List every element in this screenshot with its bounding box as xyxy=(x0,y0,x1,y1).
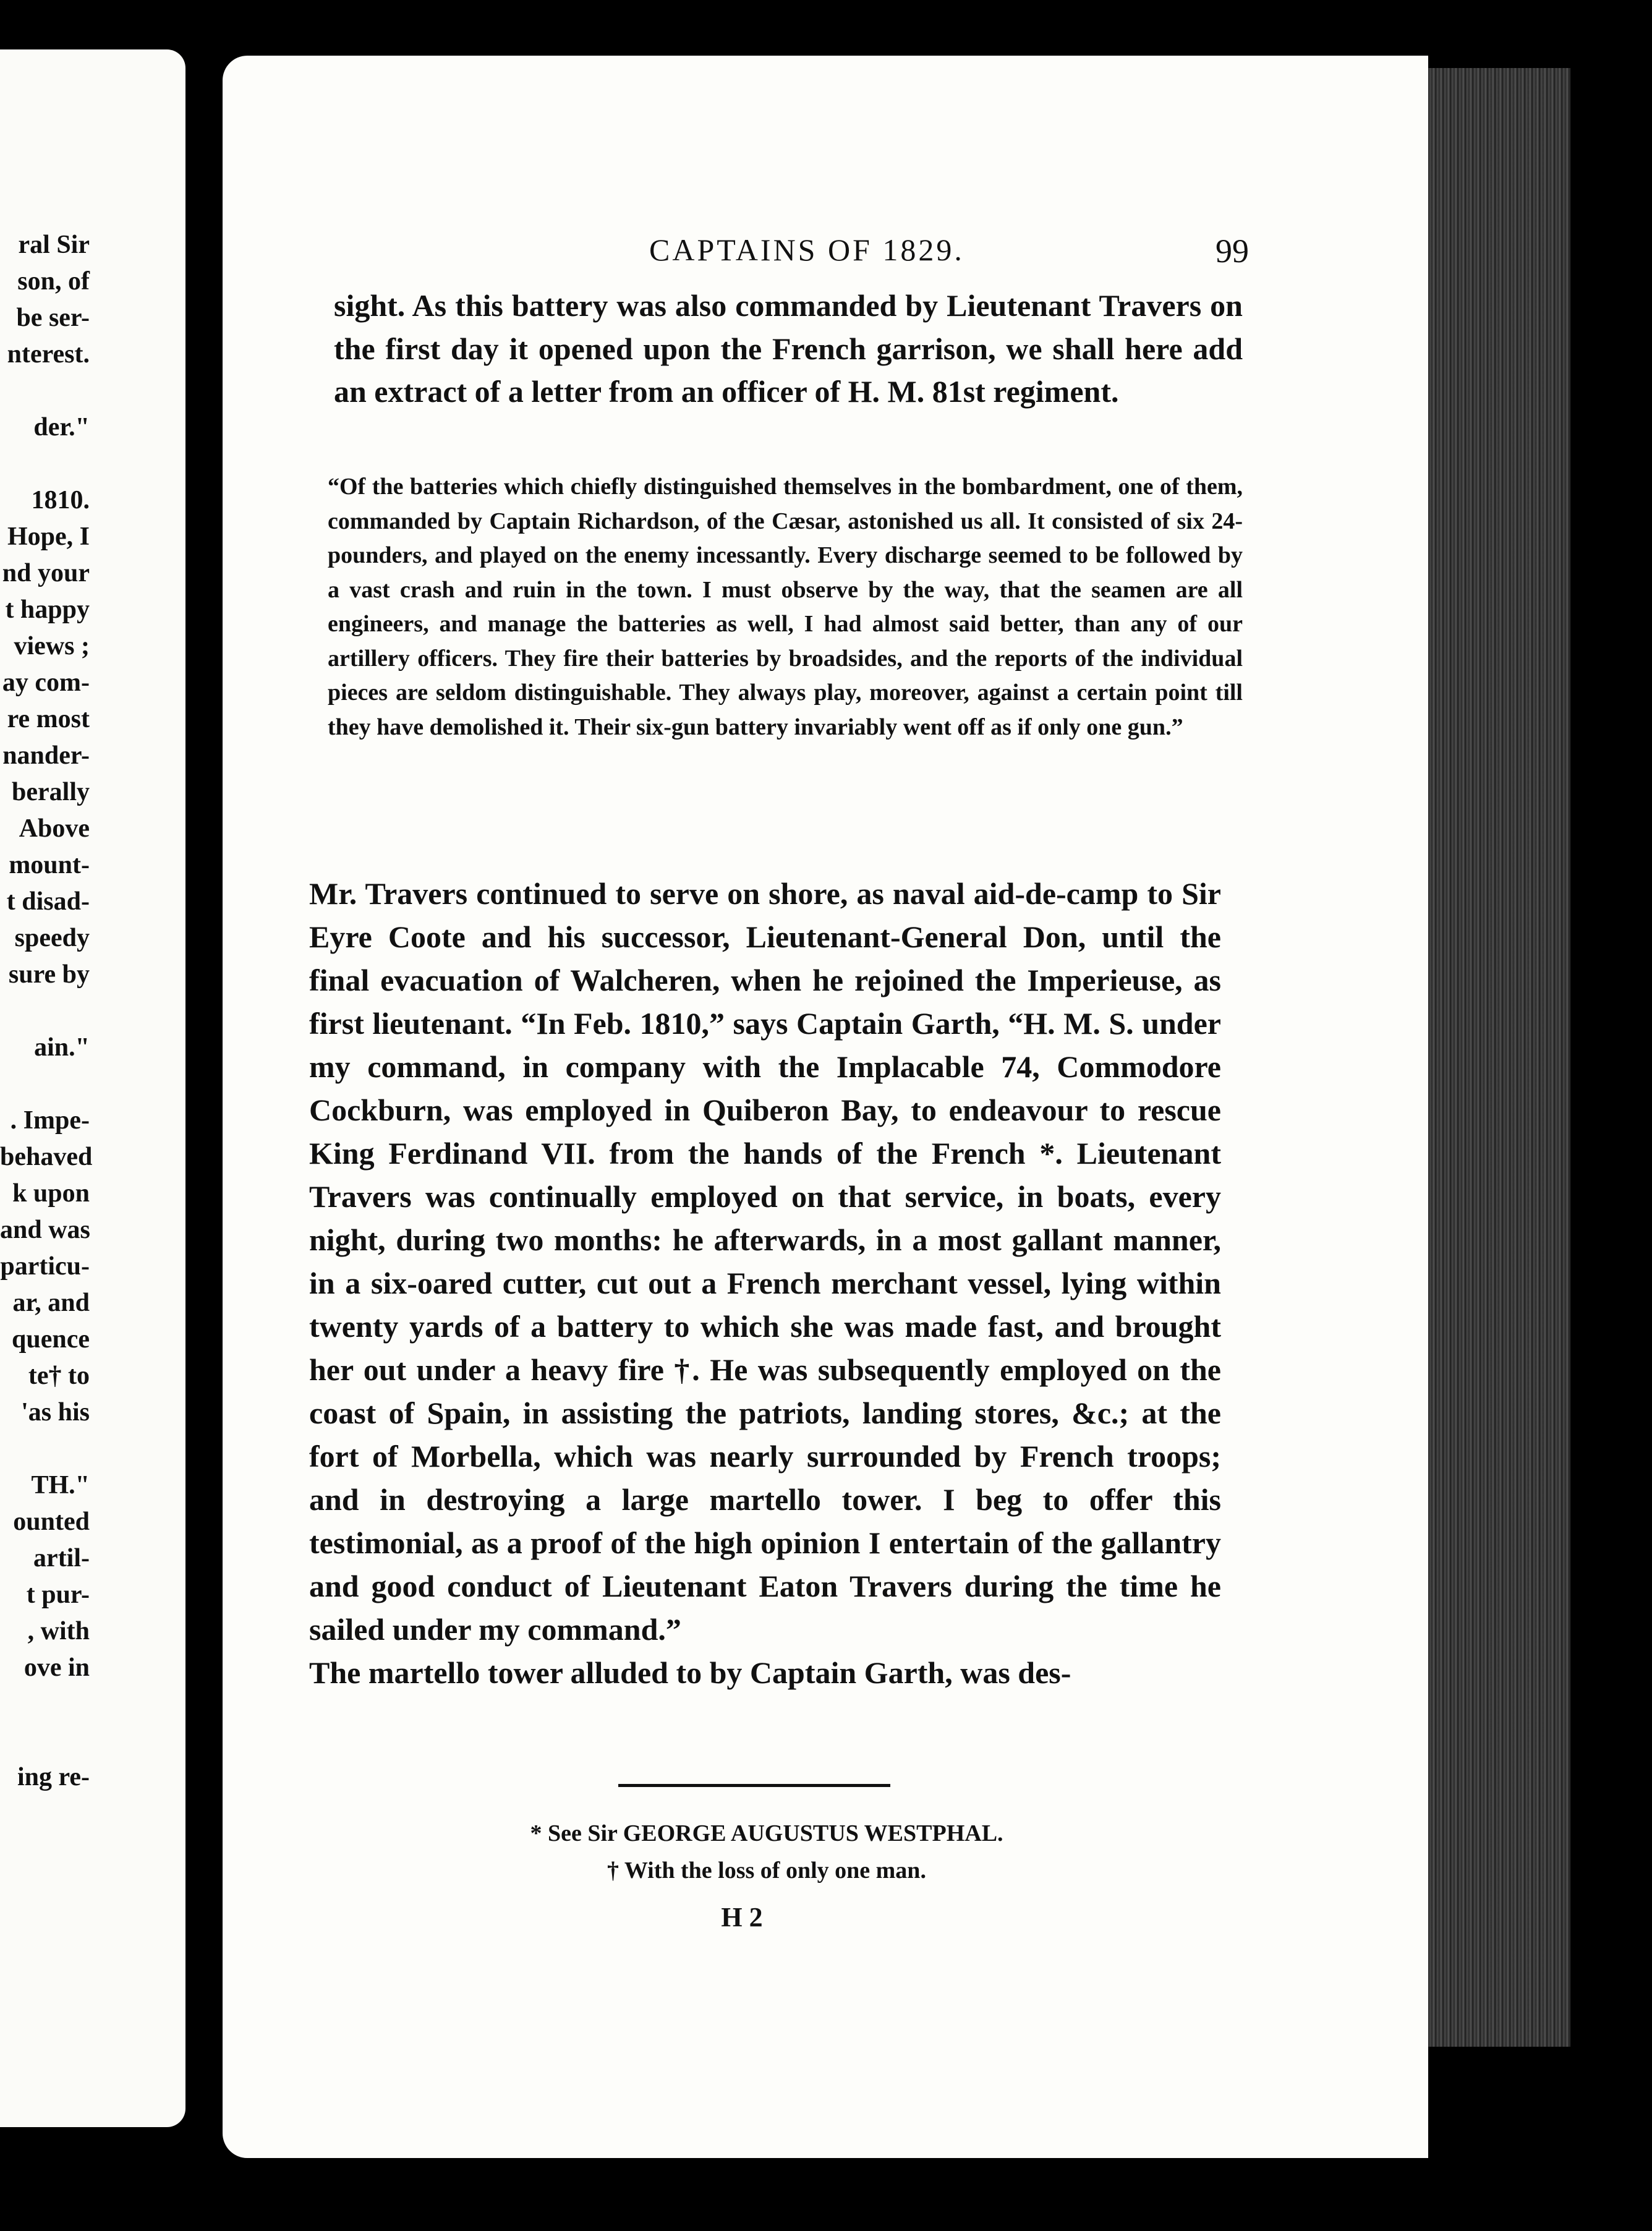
facing-page-line: nander- xyxy=(2,741,90,770)
footnote-2: † With the loss of only one man. xyxy=(607,1858,926,1883)
facing-page-line: Hope, I xyxy=(7,523,90,551)
facing-page-line: quence xyxy=(12,1325,90,1354)
book-gutter xyxy=(185,0,223,2231)
facing-page-line: ay com- xyxy=(2,668,90,697)
facing-page-line: re most xyxy=(7,705,90,733)
paragraph-main-text: Mr. Travers continued to serve on shore, as naval aid-de-camp to Sir Eyre Coote and his successor, Lieutenant-General Don, until the final evacuation of Walcheren, when he rejoined the Imperieuse, as first lieutenant. “In Feb. 1810,” says Captain Garth, “H. M. S. under my command, in company with the Implacable 74, Commodore Cockburn, was employed in Quiberon Bay, to endeavour to rescue King Ferdinand VII. from the hands of the French *. Lieutenant Travers was continually employed on that service, in boats, every night, during two months: he afterwards, in a most gallant manner, in a six-oared cutter, cut out a French merchant vessel, lying within twenty yards of a battery to which she was made fast, and brought her out under a heavy fire †. He was subsequently employed on the coast of Spain, in assisting the patriots, landing stores, &c.; at the fort of Morbella, which was nearly surrounded by French troops; and in destroying a large martello tower. I beg to offer this testimonial, as a proof of the high opinion I entertain of the gallantry and good conduct of Lieutenant Eaton Travers during the time he sailed under my command.” xyxy=(309,876,1221,1647)
facing-page-line: ing re- xyxy=(17,1763,90,1791)
block-quote: “Of the batteries which chiefly distinguished themselves in the bombardment, one of them, commanded by Captain Richardson, of the Cæsar, astonished us all. It consisted of six 24-pounders, and played on the enemy incessantly. Every discharge seemed to be followed by a vast crash and ruin in the town. I must observe by the way, that the seamen are all engineers, and manage the batteries as well, I had almost said better, than any of our artillery officers. They fire their batteries by broadsides, and the reports of the individual pieces are seldom distinguishable. They always play, moreover, against a certain point till they have demolished it. Their six-gun battery invariably went off as if only one gun.” xyxy=(328,474,1243,740)
facing-page-line: ar, and xyxy=(12,1289,90,1317)
facing-page-line: . Impe- xyxy=(10,1106,90,1135)
paragraph-intro: sight. As this battery was also commanded by Lieutenant Travers on the first day it opened upon the French garrison, we shall here add an extract of a letter from an officer of H. M. 81st regiment. xyxy=(334,288,1243,409)
page-number: 99 xyxy=(1216,232,1249,270)
facing-page-line: ral Sir xyxy=(18,231,90,259)
facing-page xyxy=(0,49,185,2127)
facing-page-line: views ; xyxy=(14,632,90,660)
facing-page-line: nterest. xyxy=(7,340,90,369)
facing-page-line: 1810. xyxy=(31,486,90,514)
facing-page-line: ove in xyxy=(23,1653,90,1682)
page-header xyxy=(321,232,1249,275)
facing-page-line: TH." xyxy=(31,1471,90,1499)
facing-page-line: son, of xyxy=(17,267,90,296)
facing-page-line: speedy xyxy=(14,924,90,952)
facing-page-line: t happy xyxy=(5,595,90,624)
page-edges xyxy=(1428,68,1570,2047)
facing-page-line: 'as his xyxy=(21,1398,90,1427)
facing-page-line: te† to xyxy=(28,1362,90,1390)
footnote-rule xyxy=(618,1784,890,1787)
facing-page-line: Above xyxy=(19,814,90,843)
facing-page-line: behaved xyxy=(0,1143,93,1171)
facing-page-line: t pur- xyxy=(26,1580,90,1609)
facing-page-line: ain." xyxy=(34,1033,90,1062)
facing-page-line: mount- xyxy=(9,851,90,879)
facing-page-line: sure by xyxy=(8,960,90,989)
facing-page-line: particu- xyxy=(0,1252,90,1281)
facing-page-line: , with xyxy=(27,1617,90,1645)
running-head: CAPTAINS OF 1829. xyxy=(649,232,964,267)
footnote-1: * See Sir GEORGE AUGUSTUS WESTPHAL. xyxy=(530,1820,1003,1846)
facing-page-line: k upon xyxy=(12,1179,90,1208)
facing-page-line: and was xyxy=(0,1216,90,1244)
facing-page-line: der." xyxy=(33,413,90,442)
facing-page-line: t disad- xyxy=(6,887,90,916)
facing-page-line: artil- xyxy=(33,1544,90,1572)
paragraph-main xyxy=(309,872,1221,1694)
facing-page-line: be ser- xyxy=(16,304,90,332)
footnotes xyxy=(309,1815,1224,1889)
signature-mark: H 2 xyxy=(721,1902,763,1932)
paragraph-continuation: The martello tower alluded to by Captain Garth, was des- xyxy=(309,1655,1071,1690)
facing-page-line: nd your xyxy=(2,559,90,587)
facing-page-line: ounted xyxy=(13,1508,90,1536)
facing-page-line: berally xyxy=(12,778,90,806)
